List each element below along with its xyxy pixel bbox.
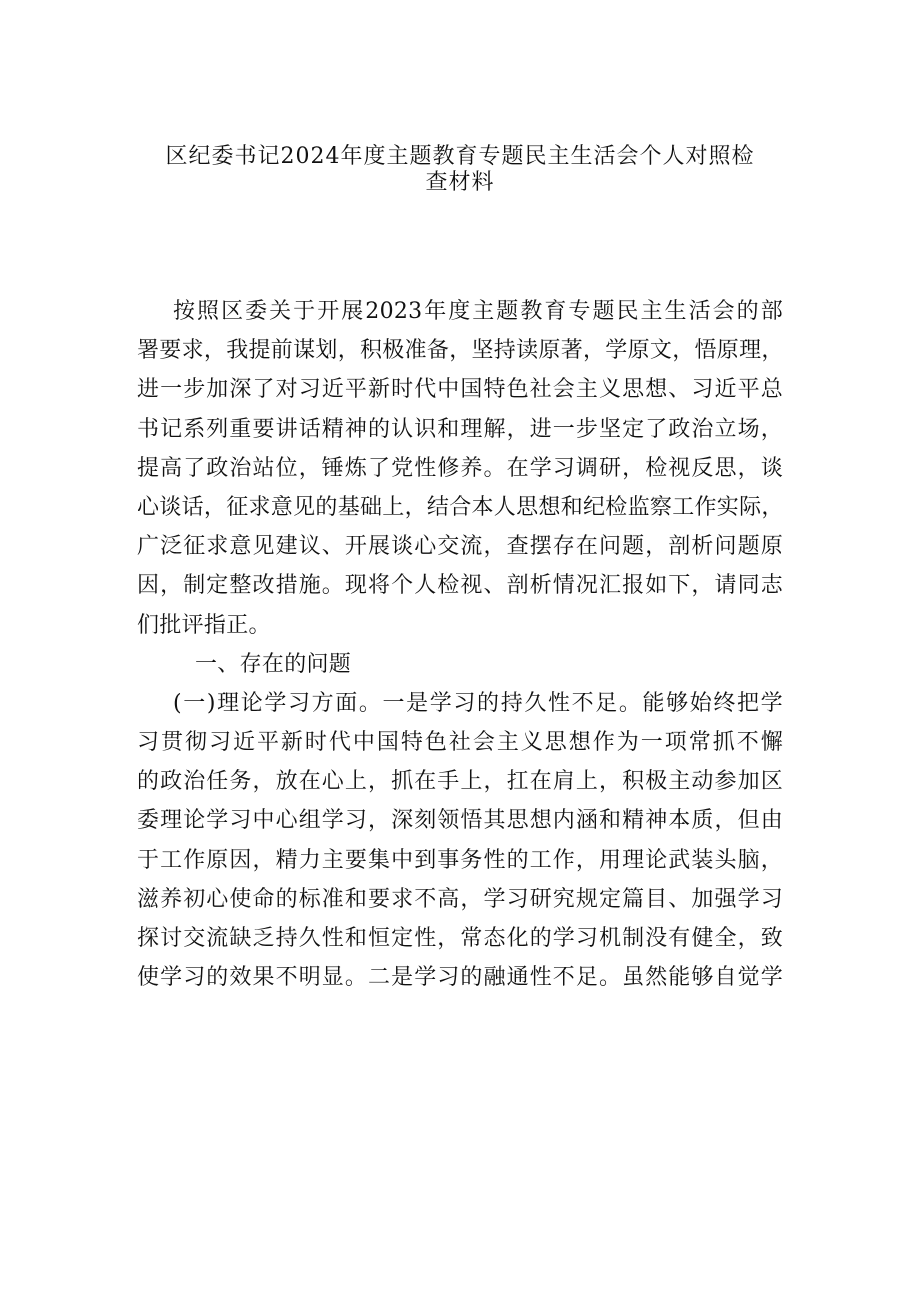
paragraph-line: 按照区委关于开展2023年度主题教育专题民主生活会的部 bbox=[173, 299, 783, 324]
document-title-line-2: 查材料 bbox=[425, 170, 495, 195]
document-title-line-1: 区纪委书记2024年度主题教育专题民主生活会个人对照检 bbox=[165, 144, 755, 169]
paragraph-line: 委理论学习中心组学习，深刻领悟其思想内涵和精神本质，但由 bbox=[137, 808, 783, 834]
paragraph-line: 提高了政治站位，锤炼了党性修养。在学习调研，检视反思，谈 bbox=[137, 455, 783, 481]
paragraph-line: 广泛征求意见建议、开展谈心交流，查摆存在问题，剖析问题原 bbox=[137, 534, 783, 560]
paragraph-line: 进一步加深了对习近平新时代中国特色社会主义思想、习近平总 bbox=[137, 377, 783, 403]
paragraph-line: 滋养初心使命的标准和要求不高，学习研究规定篇目、加强学习 bbox=[137, 886, 783, 912]
paragraph-line: 的政治任务，放在心上，抓在手上，扛在肩上，积极主动参加区 bbox=[137, 769, 783, 795]
paragraph-line: 书记系列重要讲话精神的认识和理解，进一步坚定了政治立场， bbox=[137, 416, 783, 442]
paragraph-line: 使学习的效果不明显。二是学习的融通性不足。虽然能够自觉学 bbox=[137, 965, 783, 991]
paragraph-line: 探讨交流缺乏持久性和恒定性，常态化的学习机制没有健全，致 bbox=[137, 926, 783, 951]
paragraph-line: 因，制定整改措施。现将个人检视、剖析情况汇报如下，请同志 bbox=[137, 573, 783, 599]
section-heading: 一、存在的问题 bbox=[195, 651, 352, 677]
paragraph-line: (一)理论学习方面。一是学习的持久性不足。能够始终把学 bbox=[173, 690, 783, 716]
paragraph-line: 署要求，我提前谋划，积极准备，坚持读原著，学原文，悟原理， bbox=[137, 338, 784, 364]
document-body bbox=[137, 292, 783, 997]
paragraph-line: 心谈话，征求意见的基础上，结合本人思想和纪检监察工作实际， bbox=[137, 494, 784, 520]
paragraph-line: 们批评指正。 bbox=[137, 612, 271, 638]
paragraph-line: 于工作原因，精力主要集中到事务性的工作，用理论武装头脑， bbox=[137, 847, 783, 873]
paragraph-line: 习贯彻习近平新时代中国特色社会主义思想作为一项常抓不懈 bbox=[137, 730, 783, 756]
